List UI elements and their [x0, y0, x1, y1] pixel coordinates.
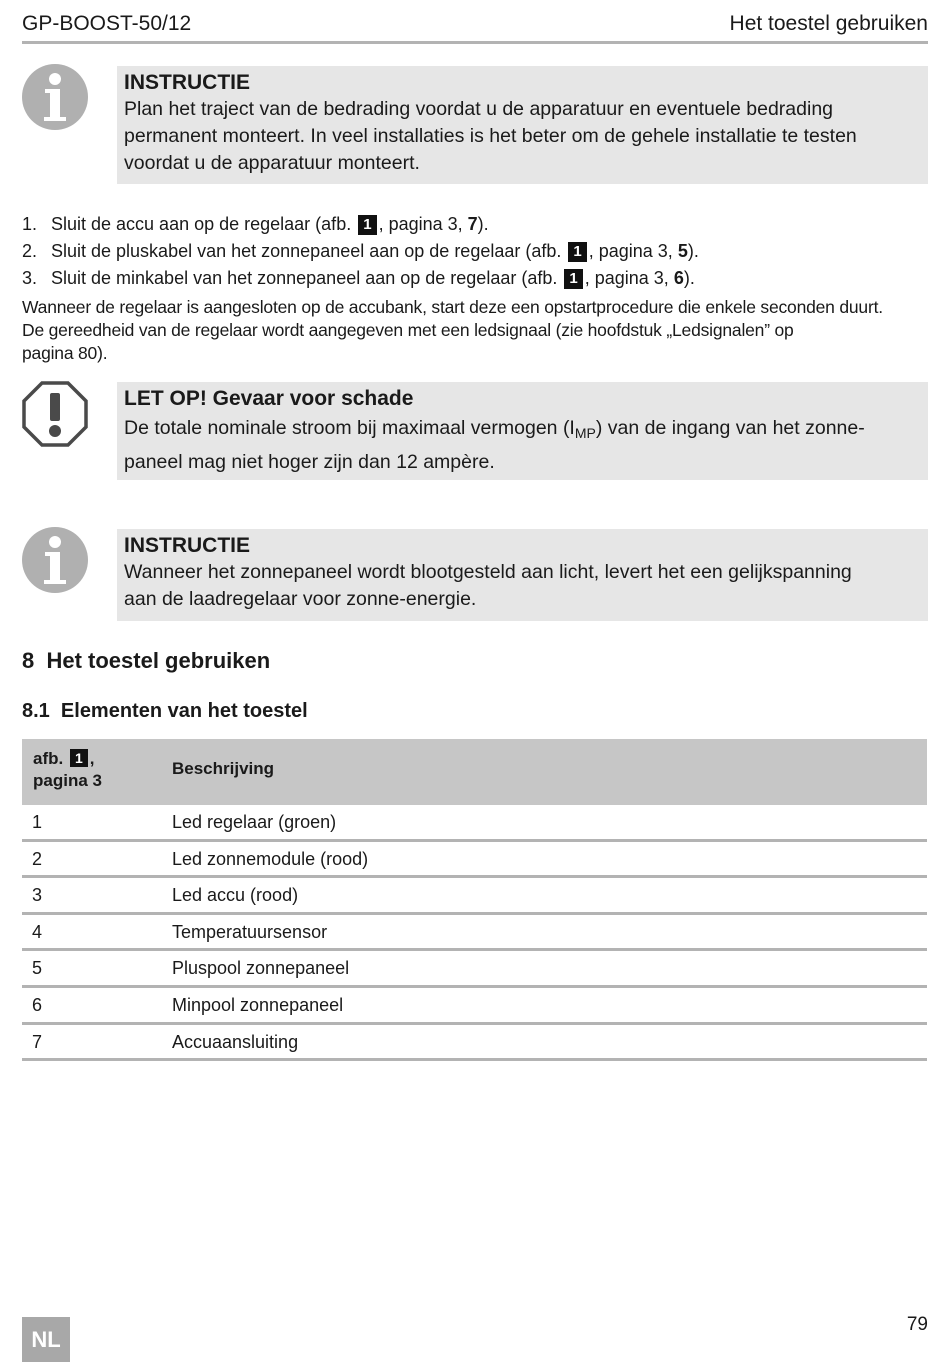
page-header	[22, 10, 928, 44]
paragraph-line: De gereedheid van de regelaar wordt aangegeven met een ledsignaal (zie hoofdstuk „Ledsignalen” op	[22, 320, 794, 340]
page-number: 79	[906, 1314, 928, 1335]
table-row: 7 Accuaansluiting	[22, 1025, 927, 1062]
note-line: Wanneer het zonnepaneel wordt blootgesteld aan licht, levert het een gelijkspanning	[124, 561, 852, 583]
figure-badge: 1	[358, 215, 376, 235]
list-item	[22, 265, 928, 292]
step-text: Sluit de minkabel van het zonnepaneel aan op de regelaar (afb. 1 , pagina 3, 6).	[51, 268, 695, 288]
note-line: voordat u de apparatuur monteert.	[124, 152, 420, 174]
note-line: aan de laadregelaar voor zonne-energie.	[124, 588, 477, 610]
section-heading: 8 Het toestel gebruiken	[22, 648, 271, 673]
instruction-note-1	[117, 66, 928, 184]
elements-table	[22, 739, 927, 1061]
column-header-figure: afb. 1 , pagina 3	[33, 749, 102, 790]
table-row: 6 Minpool zonnepaneel	[22, 988, 927, 1025]
note-title: INSTRUCTIE	[124, 534, 250, 557]
figure-badge: 1	[70, 749, 88, 767]
paragraph-line: Wanneer de regelaar is aangesloten op de accubank, start deze een opstartprocedure die enkele seconden duurt.	[22, 297, 883, 317]
note-line: Plan het traject van de bedrading voordat u de apparatuur en eventuele bedrading	[124, 98, 834, 120]
list-item	[22, 211, 928, 238]
table-row: 5 Pluspool zonnepaneel	[22, 951, 927, 988]
chapter-title: Het toestel gebruiken	[729, 12, 928, 35]
note-line: permanent monteert. In veel installaties is het beter om de gehele installatie te testen	[124, 125, 857, 147]
table-row: 3 Led accu (rood)	[22, 878, 927, 915]
warning-note	[117, 382, 928, 480]
model-name: GP-BOOST-50/12	[22, 12, 192, 35]
step-number: 1.	[22, 214, 38, 234]
table-row: 4 Temperatuursensor	[22, 915, 927, 952]
info-icon	[22, 527, 88, 593]
warning-title: LET OP! Gevaar voor schade	[124, 387, 414, 410]
warning-line: paneel mag niet hoger zijn dan 12 ampère.	[124, 451, 495, 473]
warning-line: De totale nominale stroom bij maximaal vermogen $(I_{MP})$ van de ingang van het zonne-	[124, 417, 865, 441]
note-body	[124, 559, 920, 613]
column-header-description: Beschrijving	[172, 759, 275, 778]
note-title: INSTRUCTIE	[124, 71, 250, 94]
body-paragraph	[22, 296, 932, 365]
figure-badge: 1	[564, 269, 582, 289]
table-row: 2 Led zonnemodule (rood)	[22, 842, 927, 879]
step-text: Sluit de accu aan op de regelaar (afb. 1 , pagina 3, 7).	[51, 214, 489, 234]
info-icon	[22, 64, 88, 130]
language-badge: NL	[22, 1317, 70, 1362]
note-body	[124, 96, 920, 177]
steps-list	[22, 211, 928, 292]
subsection-heading: 8.1 Elementen van het toestel	[22, 700, 308, 722]
step-text: Sluit de pluskabel van het zonnepaneel aan op de regelaar (afb. 1 , pagina 3, 5).	[51, 241, 699, 261]
figure-badge: 1	[568, 242, 586, 262]
warning-body	[124, 412, 920, 476]
paragraph-line: pagina 80).	[22, 343, 108, 363]
table-row: 1 Led regelaar (groen)	[22, 805, 927, 842]
step-number: 2.	[22, 241, 38, 261]
table-header	[22, 739, 927, 805]
list-item	[22, 238, 928, 265]
warning-icon	[22, 381, 88, 447]
step-number: 3.	[22, 268, 38, 288]
instruction-note-2	[117, 529, 928, 621]
